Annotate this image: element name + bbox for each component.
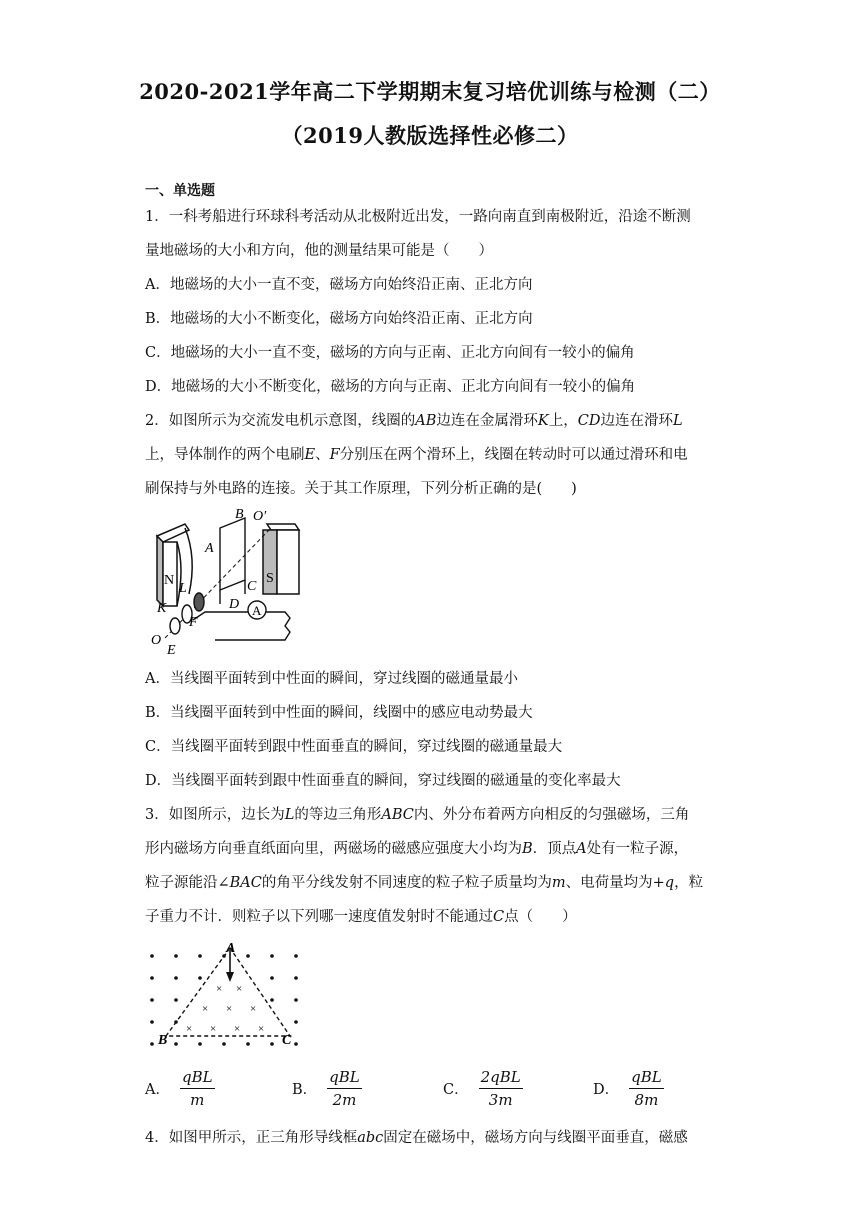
field-dot <box>174 1042 178 1046</box>
label-O-prime: O′ <box>253 509 267 524</box>
field-dot <box>294 976 298 980</box>
field-dot <box>150 998 154 1002</box>
option-label: C． <box>443 1082 469 1098</box>
generator-diagram <box>145 508 305 656</box>
field-dot <box>150 976 154 980</box>
q2-stem-line1: 2．如图所示为交流发电机示意图，线圈的AB边连在金属滑环K上，CD边连在滑环L <box>145 413 683 429</box>
label-B: B <box>235 508 244 522</box>
field-cross: × <box>226 1003 233 1015</box>
q2-stem-line3: 刷保持与外电路的连接。关于其工作原理，下列分析正确的是( ) <box>145 481 577 497</box>
q1-stem-line2: 量地磁场的大小和方向，他的测量结果可能是（ ） <box>145 243 493 259</box>
field-cross: × <box>216 983 223 995</box>
field-dot <box>246 1042 250 1046</box>
field-cross: × <box>236 983 243 995</box>
q1-option-c: C．地磁场的大小一直不变，磁场的方向与正南、正北方向间有一较小的偏角 <box>145 345 635 361</box>
field-dot <box>270 976 274 980</box>
field-dot <box>174 998 178 1002</box>
document-title: 2020-2021学年高二下学期期末复习培优训练与检测（二） <box>139 79 721 104</box>
field-dot <box>198 954 202 958</box>
q1-stem-line1: 1．一科考船进行环球科考活动从北极附近出发，一路向南直到南极附近，沿途不断测 <box>145 209 691 225</box>
label-C: C <box>247 579 257 594</box>
fraction-numerator: qBL <box>180 1068 215 1089</box>
option-fraction <box>479 1068 523 1109</box>
field-dot <box>270 954 274 958</box>
field-cross: × <box>210 1023 217 1035</box>
option-fraction <box>629 1068 664 1109</box>
label-F: F <box>189 615 198 630</box>
field-dot <box>294 1042 298 1046</box>
fraction-numerator: 2qBL <box>479 1068 523 1089</box>
fraction-denominator: m <box>190 1091 205 1109</box>
q2-option-d: D．当线圈平面转到跟中性面垂直的瞬间，穿过线圈的磁通量的变化率最大 <box>145 773 621 789</box>
label-D: D <box>229 597 240 612</box>
q2-stem-line2: 上，导体制作的两个电刷E、F分别压在两个滑环上，线圈在转动时可以通过滑环和电 <box>145 447 688 463</box>
q2-option-b: B．当线圈平面转到中性面的瞬间，线圈中的感应电动势最大 <box>145 705 533 721</box>
label-N: N <box>164 573 175 588</box>
q3-option-a <box>145 1068 215 1109</box>
fraction-numerator: qBL <box>327 1068 362 1089</box>
field-dot <box>198 976 202 980</box>
fraction-denominator: 3m <box>488 1091 513 1109</box>
q1-option-d: D．地磁场的大小不断变化，磁场的方向与正南、正北方向间有一较小的偏角 <box>145 379 636 395</box>
triangle-field-diagram <box>140 938 315 1053</box>
option-fraction <box>327 1068 362 1109</box>
fraction-denominator: 2m <box>332 1091 357 1109</box>
field-cross: × <box>202 1003 209 1015</box>
label-L: L <box>179 581 187 596</box>
field-dot <box>294 954 298 958</box>
fraction-numerator: qBL <box>629 1068 664 1089</box>
field-cross: × <box>250 1003 257 1015</box>
document-subtitle: （2019人教版选择性必修二） <box>281 123 579 148</box>
meter-label: A <box>252 603 262 618</box>
q3-stem-line3: 粒子源能沿∠BAC的角平分线发射不同速度的粒子粒子质量均为m、电荷量均为+q，粒 <box>145 875 704 891</box>
q3-stem-line4: 子重力不计．则粒子以下列哪一速度值发射时不能通过C点（ ） <box>145 909 577 925</box>
q3-option-b <box>292 1068 362 1109</box>
field-dot <box>294 998 298 1002</box>
field-dot <box>174 976 178 980</box>
label-E: E <box>167 643 176 656</box>
q3-option-c <box>443 1068 523 1109</box>
field-dot <box>150 1020 154 1024</box>
option-label: D． <box>593 1082 620 1098</box>
label-vertex-A: A <box>226 941 236 956</box>
option-label: B． <box>292 1082 318 1098</box>
q1-option-b: B．地磁场的大小不断变化，磁场方向始终沿正南、正北方向 <box>145 311 533 327</box>
option-label: A． <box>145 1082 170 1098</box>
field-dot <box>198 1042 202 1046</box>
label-S: S <box>266 571 274 586</box>
field-dot <box>222 1042 226 1046</box>
label-vertex-B: B <box>158 1033 168 1048</box>
field-dot <box>246 954 250 958</box>
field-dot <box>150 1042 154 1046</box>
label-O: O <box>151 633 162 648</box>
fraction-denominator: 8m <box>634 1091 659 1109</box>
option-fraction <box>180 1068 215 1109</box>
label-A: A <box>205 541 214 556</box>
q2-option-c: C．当线圈平面转到跟中性面垂直的瞬间，穿过线圈的磁通量最大 <box>145 739 563 755</box>
field-dot <box>150 954 154 958</box>
label-vertex-C: C <box>282 1033 292 1048</box>
field-cross: × <box>234 1023 241 1035</box>
q3-option-d <box>593 1068 664 1109</box>
field-cross: × <box>258 1023 265 1035</box>
field-dot <box>270 1042 274 1046</box>
q2-option-a: A．当线圈平面转到中性面的瞬间，穿过线圈的磁通量最小 <box>145 671 518 687</box>
q3-stem-line1: 3．如图所示，边长为L的等边三角形ABC内、外分布着两方向相反的匀强磁场，三角 <box>145 807 690 823</box>
q4-stem-line1: 4．如图甲所示，正三角形导线框abc固定在磁场中，磁场方向与线圈平面垂直，磁感 <box>145 1130 688 1146</box>
field-cross: × <box>186 1023 193 1035</box>
field-dot <box>174 954 178 958</box>
label-K: K <box>157 601 167 616</box>
section-heading: 一、单选题 <box>145 183 215 199</box>
q3-stem-line2: 形内磁场方向垂直纸面向里，两磁场的磁感应强度大小均为B．顶点A处有一粒子源， <box>145 841 689 857</box>
field-dot <box>294 1020 298 1024</box>
field-dot <box>270 998 274 1002</box>
q1-option-a: A．地磁场的大小一直不变，磁场方向始终沿正南、正北方向 <box>145 277 533 293</box>
